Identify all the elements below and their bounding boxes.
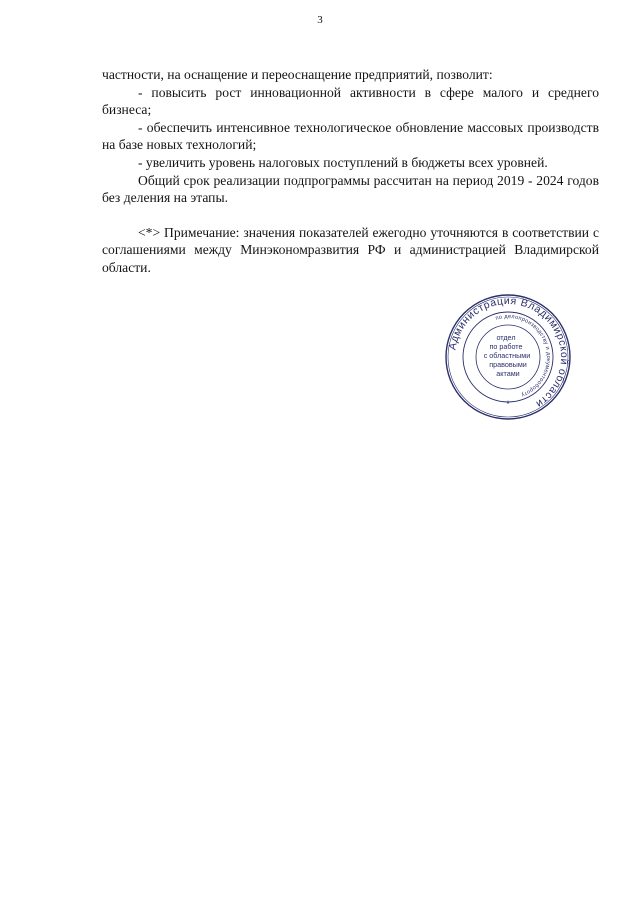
list-item-technology: - обеспечить интенсивное технологическое обновление массовых производств на базе новых технологий; — [102, 119, 599, 153]
page-number: 3 — [317, 14, 323, 26]
document-body — [102, 66, 599, 277]
list-item-tax: - увеличить уровень налоговых поступлений в бюджеты всех уровней. — [138, 154, 548, 170]
paragraph-continuation: частности, на оснащение и переоснащение предприятий, позволит: — [102, 67, 493, 82]
paragraph-gap — [102, 207, 599, 224]
seal-inner-text: по делопроизводству и документообороту — [494, 313, 552, 398]
seal-center-line: по работе — [489, 342, 523, 351]
paragraph-period: Общий срок реализации подпрограммы рассчитан на период 2019 - 2024 годов без деления на этапы. — [102, 172, 599, 206]
seal-center-line: правовыми — [489, 360, 527, 369]
seal-center-line: отдел — [496, 333, 516, 342]
seal-center-line: актами — [496, 369, 520, 378]
seal-center-line: с областными — [483, 351, 531, 360]
official-seal — [444, 293, 572, 421]
seal-outer-text: Администрация Владимирской области — [446, 294, 571, 411]
seal-star: * — [506, 399, 510, 409]
seal-graphic — [444, 293, 572, 421]
note-paragraph: <*> Примечание: значения показателей ежегодно уточняются в соответствии с соглашениями между Минэкономразвития РФ и администрацией Владимирской области. — [102, 224, 599, 275]
list-item-innovation: - повысить рост инновационной активности в сфере малого и среднего бизнеса; — [102, 84, 599, 118]
